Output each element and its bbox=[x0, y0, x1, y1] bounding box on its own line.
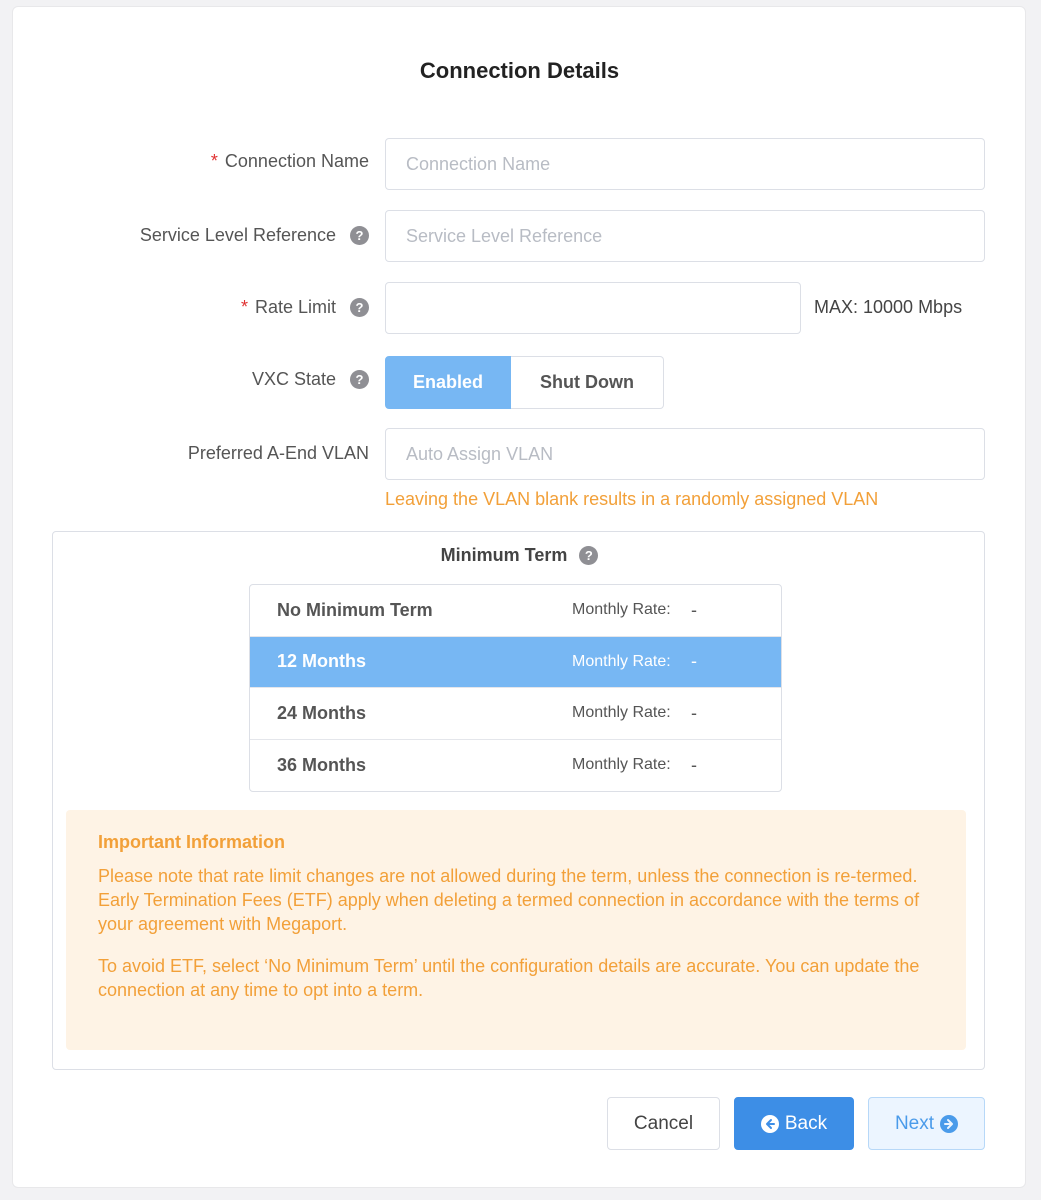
monthly-rate-label: Monthly Rate: bbox=[572, 601, 671, 619]
rate-limit-input[interactable] bbox=[385, 282, 801, 334]
term-option-no-minimum[interactable] bbox=[250, 585, 781, 637]
required-marker: * bbox=[240, 297, 248, 317]
required-marker: * bbox=[210, 151, 218, 171]
rate-limit-label: * Rate Limit ? bbox=[241, 297, 369, 318]
term-name: 36 Months bbox=[277, 754, 367, 775]
connection-name-input[interactable] bbox=[385, 138, 985, 190]
minimum-term-list bbox=[249, 584, 782, 792]
important-info-paragraph: Please note that rate limit changes are not allowed during the term, unless the connection is re-termed. Early Termination Fees (ETF) apply when deleting a termed connection in accordance with the terms of your agreement with Megaport. bbox=[98, 866, 920, 934]
monthly-rate-label: Monthly Rate: bbox=[572, 704, 671, 722]
rate-limit-max: MAX: 10000 Mbps bbox=[814, 297, 963, 317]
a-end-vlan-input[interactable] bbox=[385, 428, 985, 480]
vlan-hint-text: Leaving the VLAN blank results in a randomly assigned VLAN bbox=[385, 489, 879, 509]
monthly-rate-value: - bbox=[691, 702, 697, 723]
monthly-rate-value: - bbox=[691, 599, 697, 620]
vxc-state-shutdown-button[interactable]: Shut Down bbox=[511, 356, 664, 409]
arrow-left-circle-icon bbox=[761, 1115, 779, 1133]
monthly-rate-value: - bbox=[691, 651, 697, 672]
important-info-paragraph: To avoid ETF, select ‘No Minimum Term’ until the configuration details are accurate. You can update the connection at any time to opt into a term. bbox=[98, 956, 920, 1000]
connection-name-label: * Connection Name bbox=[210, 151, 369, 171]
next-button[interactable]: Next bbox=[868, 1097, 985, 1150]
a-end-vlan-label: Preferred A-End VLAN bbox=[187, 443, 369, 463]
question-circle-icon[interactable]: ? bbox=[579, 546, 598, 565]
term-option-36-months[interactable] bbox=[250, 740, 781, 792]
cancel-button[interactable]: Cancel bbox=[607, 1097, 720, 1150]
monthly-rate-label: Monthly Rate: bbox=[572, 756, 671, 774]
minimum-term-title: Minimum Term ? bbox=[0, 545, 1039, 566]
term-name: 12 Months bbox=[277, 651, 367, 672]
service-level-reference-input[interactable] bbox=[385, 210, 985, 262]
arrow-right-circle-icon bbox=[940, 1115, 958, 1133]
monthly-rate-label: Monthly Rate: bbox=[572, 652, 671, 670]
question-circle-icon[interactable]: ? bbox=[350, 370, 369, 389]
monthly-rate-value: - bbox=[691, 754, 697, 775]
vxc-state-label: VXC State ? bbox=[252, 369, 369, 390]
vxc-state-enabled-button[interactable]: Enabled bbox=[385, 356, 511, 409]
question-circle-icon[interactable]: ? bbox=[350, 226, 369, 245]
vxc-state-toggle bbox=[385, 356, 664, 409]
important-info-heading: Important Information bbox=[98, 832, 285, 852]
back-button[interactable]: Back bbox=[734, 1097, 854, 1150]
term-name: No Minimum Term bbox=[277, 599, 433, 620]
important-info-box bbox=[66, 810, 966, 1050]
page-title: Connection Details bbox=[419, 58, 620, 83]
question-circle-icon[interactable]: ? bbox=[350, 298, 369, 317]
term-option-24-months[interactable] bbox=[250, 688, 781, 740]
term-name: 24 Months bbox=[277, 702, 367, 723]
term-option-12-months[interactable] bbox=[250, 637, 781, 689]
service-level-reference-label: Service Level Reference ? bbox=[140, 225, 369, 246]
